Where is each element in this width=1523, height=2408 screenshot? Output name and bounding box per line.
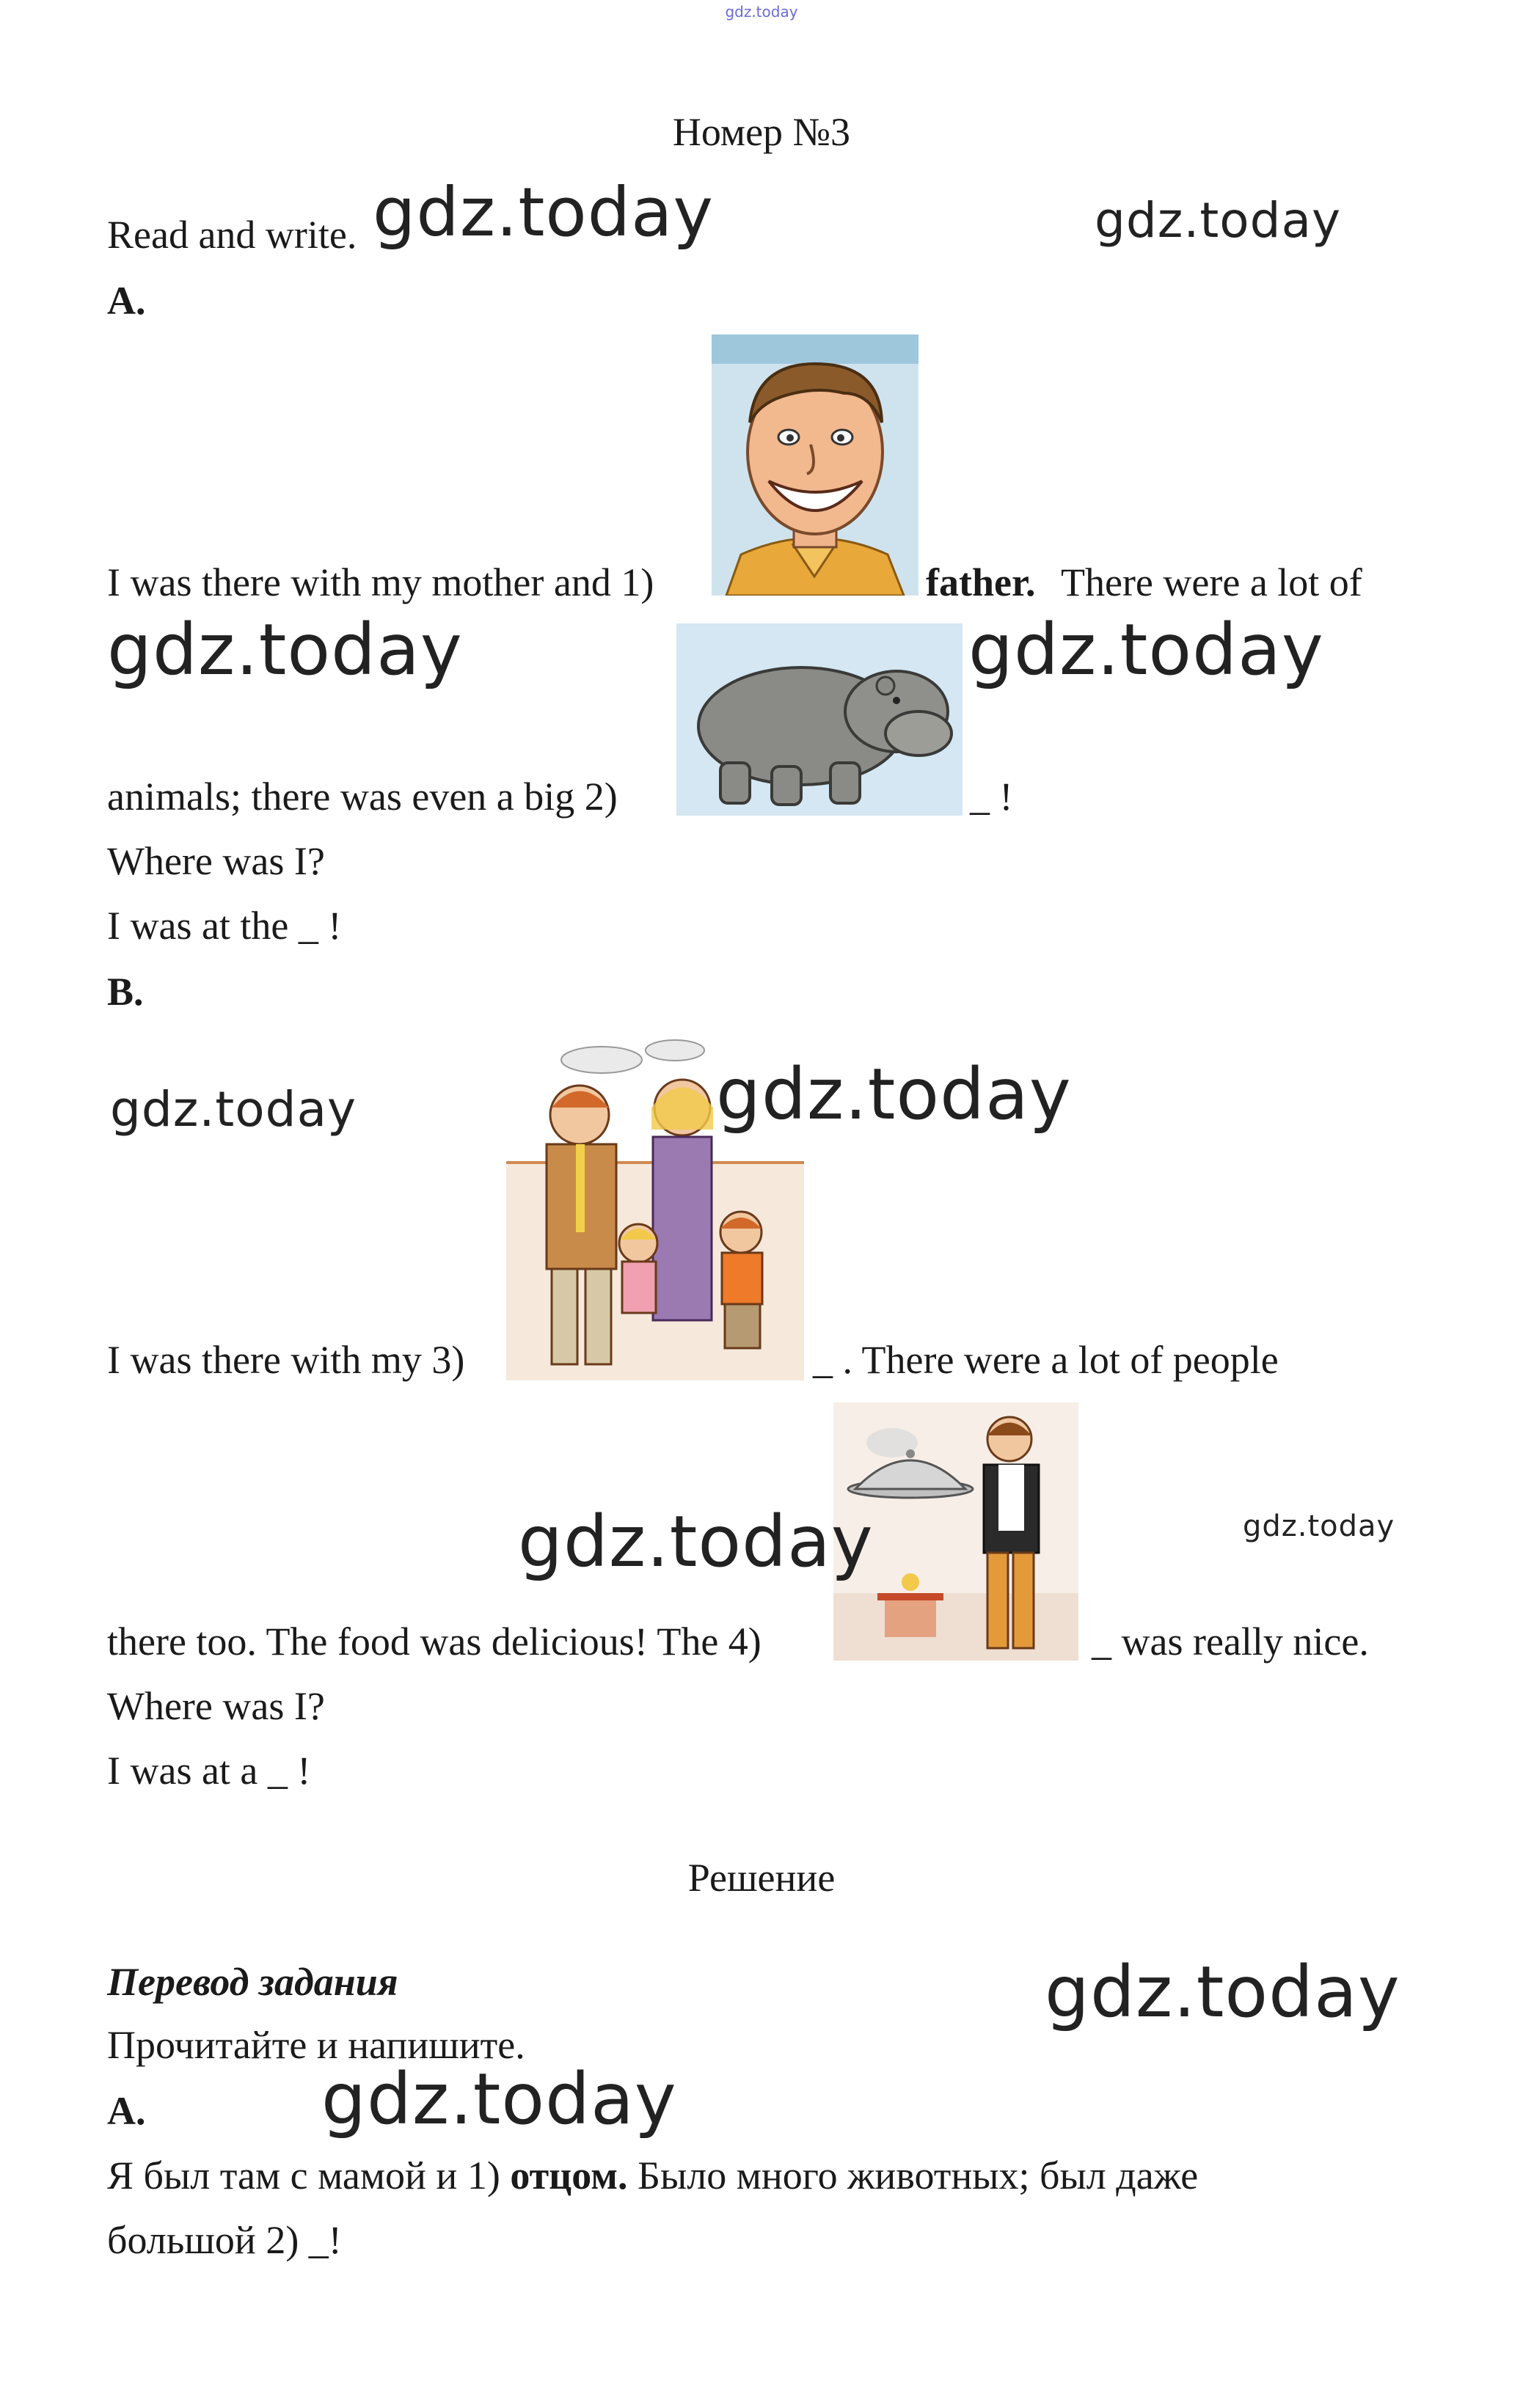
watermark: gdz.today	[373, 173, 714, 252]
b-line2-start: there too. The food was delicious! The 4)	[107, 1620, 762, 1664]
section-a-label: A.	[107, 279, 146, 323]
a-line2-start: animals; there was even a big 2)	[107, 775, 618, 819]
a-line1-bold: father.	[926, 560, 1036, 604]
translation-heading: Перевод задания	[107, 1960, 398, 2004]
a-line1-start: I was there with my mother and 1)	[107, 560, 654, 604]
a-question: Where was I?	[107, 839, 325, 883]
b-line1-end: _ . There were a lot of people	[813, 1338, 1279, 1382]
solution-a-label: A.	[107, 2089, 146, 2133]
translation-instruction: Прочитайте и напишите.	[107, 2023, 525, 2067]
section-b-label: B.	[107, 970, 144, 1014]
solution-a-line1-end: Было много животных; был даже	[638, 2153, 1199, 2197]
a-answer: I was at the _ !	[107, 904, 342, 948]
solution-a-line1-bold: отцом.	[510, 2153, 628, 2197]
solution-heading: Решение	[687, 1856, 836, 1900]
watermark: gdz.today	[1095, 192, 1342, 249]
watermark: gdz.today	[1243, 1509, 1395, 1543]
b-line1-start: I was there with my 3)	[107, 1338, 465, 1382]
watermark: gdz.today	[1045, 1951, 1400, 2033]
page-title: Номер №3	[672, 110, 851, 154]
watermark: gdz.today	[107, 609, 463, 691]
instruction: Read and write.	[107, 213, 357, 257]
watermark: gdz.today	[716, 1053, 1072, 1135]
solution-a-line1	[107, 2152, 1198, 2200]
b-line2-end: _ was really nice.	[1092, 1620, 1369, 1664]
solution-a-line1-start: Я был там с мамой и 1)	[107, 2153, 500, 2197]
b-answer: I was at a _ !	[107, 1749, 311, 1793]
a-line1-end: There were a lot of	[1061, 560, 1362, 604]
hippo-image	[676, 623, 963, 816]
solution-a-line2: большой 2) _!	[107, 2218, 342, 2262]
watermark: gdz.today	[518, 1501, 874, 1583]
watermark: gdz.today	[321, 2058, 677, 2140]
a-line2-end: _ !	[970, 775, 1013, 819]
top-watermark: gdz.today	[725, 3, 798, 21]
father-image	[712, 334, 918, 596]
watermark: gdz.today	[968, 609, 1324, 691]
watermark: gdz.today	[110, 1081, 357, 1138]
b-question: Where was I?	[107, 1684, 325, 1728]
